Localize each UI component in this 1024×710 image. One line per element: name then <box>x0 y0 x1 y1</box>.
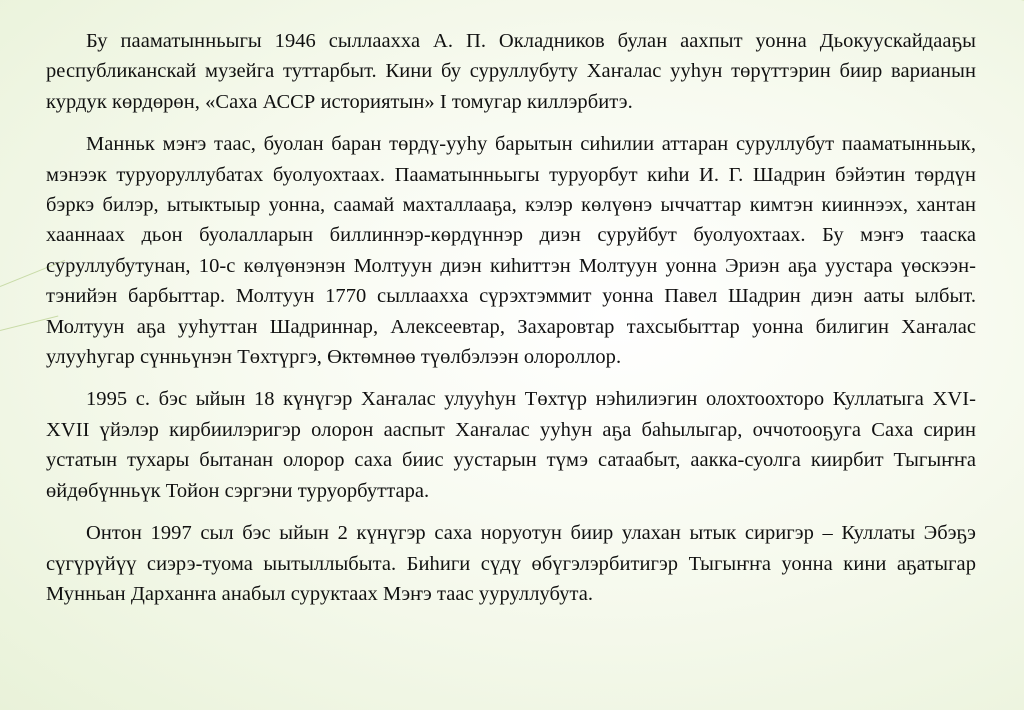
decorative-line <box>834 0 1024 1</box>
text-body <box>46 26 976 621</box>
paragraph-4: Онтон 1997 сыл бэс ыйын 2 күнүгэр саха норуотун биир улахан ытык сиригэр – Куллаты Эбэҕэ сүгүрүйүү сиэрэ-туома ыытыллыбыта. Биһиги сүдү өбүгэлэрбитигэр Тыгыҥҥа уонна кини аҕатыгар Мунньан Дарханҥа анабыл суруктаах Мэҥэ таас ууруллубута. <box>46 522 976 605</box>
paragraph-1: Бу пааматынньыгы 1946 сыллаахха А. П. Окладников булан аахпыт уонна Дьокуускайдааҕы республиканскай музейга туттарбыт. Кини бу суруллубуту Хаҥалас ууһун төрүттэрин биир варианын курдук көрдөрөн, «Саха АССР историятын» I томугар киллэрбитэ. <box>46 30 976 113</box>
paragraph-3: 1995 с. бэс ыйын 18 күнүгэр Хаҥалас улууһун Төхтүр нэһилиэгин олохтоохторо Куллатыга XVI-XVII үйэлэр кирбиилэригэр олорон ааспыт Хаҥалас ууһун аҕа баһылыгар, оччотооҕуга Саха сирин устатын тухары бытанан олорор саха биис уустарын түмэ сатаабыт, аакка-суолга киирбит Тыгыҥҥа өйдөбүнньүк Тойон сэргэни туруорбуттара. <box>46 388 976 502</box>
paragraph-2: Манньк мэҥэ таас, буолан баран төрдү-ууһу барытын сиһилии аттаран суруллубут пааматынньык, мэнээк туруоруллубатах буолуохтаах. Пааматынньыгы туруорбут киһи И. Г. Шадрин бэйэтин төрдүн бэркэ билэр, ытыктыыр уонна, саамай махталлааҕа, кэлэр көлүөнэ ыччаттар кимтэн кииннээх, хантан хааннаах дьон буолалларын биллиннэр-көрдүннэр диэн суруйбут буолуохтаах. Бу мэҥэ тааска суруллубутунан, 10-с көлүөнэнэн Молтуун диэн киһиттэн Молтуун уонна Эриэн аҕа уустара үөскээн-тэнийэн барбыттар. Молтуун 1770 сыллаахха сүрэхтэммит уонна Павел Шадрин диэн ааты ылбыт. Молтуун аҕа ууһуттан Шадриннар, Алексеевтар, Захаровтар тахсыбыттар уонна билигин Хаҥалас улууһугар сүнньүнэн Төхтүргэ, Өктөмнөө түөлбэлээн олороллор. <box>46 133 976 369</box>
